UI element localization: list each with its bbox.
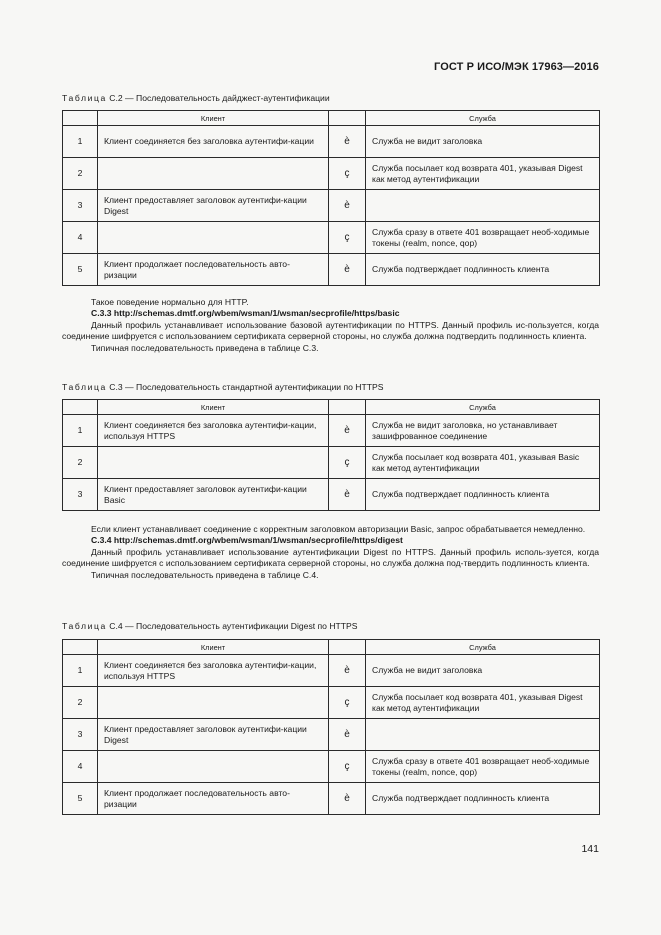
header-cell-arrow: [329, 400, 366, 415]
table-header-row: [63, 111, 600, 126]
client-cell: Клиент продолжает последовательность авто-ризации: [98, 783, 329, 815]
row-number: 5: [63, 254, 98, 286]
table-c4-caption-prefix: Таблица: [62, 621, 107, 631]
service-cell: Служба подтверждает подлинность клиента: [366, 254, 600, 286]
client-cell: Клиент продолжает последовательность авто-ризации: [98, 254, 329, 286]
table-row: [63, 158, 600, 190]
table-row: [63, 415, 600, 447]
header-cell-arrow: [329, 640, 366, 655]
row-number: 2: [63, 158, 98, 190]
table-row: [63, 655, 600, 687]
body-text: Если клиент устанавливает соединение с корректным заголовком авторизации Basic, запрос обрабатывается немедленно.: [91, 524, 586, 534]
arrow-right-icon: è: [329, 655, 366, 687]
row-number: 3: [63, 190, 98, 222]
arrow-right-icon: è: [329, 254, 366, 286]
table-row: [63, 783, 600, 815]
table-c2-caption: [62, 93, 330, 103]
service-cell: Служба подтверждает подлинность клиента: [366, 479, 600, 511]
header-cell-arrow: [329, 111, 366, 126]
arrow-right-icon: è: [329, 415, 366, 447]
table-header-row: [63, 400, 600, 415]
header-cell-client: Клиент: [98, 111, 329, 126]
service-cell: Служба не видит заголовка, но устанавливает зашифрованное соединение: [366, 415, 600, 447]
header-cell-number: [63, 111, 98, 126]
service-cell: [366, 719, 600, 751]
row-number: 4: [63, 751, 98, 783]
table-row: [63, 687, 600, 719]
body-text: Типичная последовательность приведена в таблице С.4.: [91, 569, 319, 580]
arrow-left-icon: ç: [329, 158, 366, 190]
service-cell: Служба сразу в ответе 401 возвращает необ-ходимые токены (realm, nonce, qop): [366, 222, 600, 254]
arrow-right-icon: è: [329, 190, 366, 222]
row-number: 2: [63, 687, 98, 719]
section-heading-c33: С.3.3 http://schemas.dmtf.org/wbem/wsman/1/wsman/secprofile/https/basic: [91, 308, 400, 319]
client-cell: [98, 222, 329, 254]
arrow-left-icon: ç: [329, 687, 366, 719]
row-number: 3: [63, 479, 98, 511]
body-text: Такое поведение нормально для HTTP.: [91, 297, 249, 307]
table-c4-caption: [62, 621, 358, 631]
row-number: 1: [63, 126, 98, 158]
table-row: [63, 751, 600, 783]
arrow-right-icon: è: [329, 126, 366, 158]
client-cell: [98, 158, 329, 190]
row-number: 3: [63, 719, 98, 751]
arrow-left-icon: ç: [329, 222, 366, 254]
table-row: [63, 719, 600, 751]
row-number: 4: [63, 222, 98, 254]
table-row: [63, 126, 600, 158]
row-number: 1: [63, 415, 98, 447]
table-row: [63, 222, 600, 254]
arrow-right-icon: è: [329, 783, 366, 815]
table-row: [63, 254, 600, 286]
table-c3-caption-text: С.3 — Последовательность стандартной аутентификации по HTTPS: [106, 382, 384, 392]
section-heading-c34: С.3.4 http://schemas.dmtf.org/wbem/wsman/1/wsman/secprofile/https/digest: [91, 535, 403, 546]
client-cell: [98, 751, 329, 783]
paragraph-block-1: [62, 297, 599, 354]
service-cell: Служба посылает код возврата 401, указывая Digest как метод аутентификации: [366, 158, 600, 190]
body-text: Данный профиль устанавливает использование базовой аутентификации по HTTPS. Данный профиль ис-пользуется, когда соединение шифруется с использованием сертификата серверной стороны, но служба должна подтвердить подлинность клиента.: [62, 319, 599, 342]
table-c3-caption-prefix: Таблица: [62, 382, 107, 392]
arrow-left-icon: ç: [329, 751, 366, 783]
client-cell: Клиент соединяется без заголовка аутентифи-кации, используя HTTPS: [98, 655, 329, 687]
client-cell: Клиент соединяется без заголовка аутентифи-кации: [98, 126, 329, 158]
client-cell: Клиент предоставляет заголовок аутентифи-кации Digest: [98, 190, 329, 222]
body-text: Типичная последовательность приведена в таблице С.3.: [91, 342, 319, 353]
table-row: [63, 190, 600, 222]
table-header-row: [63, 640, 600, 655]
header-cell-number: [63, 640, 98, 655]
arrow-right-icon: è: [329, 719, 366, 751]
arrow-left-icon: ç: [329, 447, 366, 479]
page-number: 141: [581, 843, 599, 855]
service-cell: Служба посылает код возврата 401, указывая Digest как метод аутентификации: [366, 687, 600, 719]
table-c4: [62, 639, 600, 815]
table-c2-caption-prefix: Таблица: [62, 93, 107, 103]
table-c2: [62, 110, 600, 286]
body-text: Данный профиль устанавливает использование аутентификации Digest по HTTPS. Данный профиль исполь-зуется, когда соединение шифруется с использованием сертификата серверной стороны, но служба должна под-твердить подлинность клиента.: [62, 546, 599, 569]
table-c3: [62, 399, 600, 511]
service-cell: Служба не видит заголовка: [366, 126, 600, 158]
arrow-right-icon: è: [329, 479, 366, 511]
row-number: 2: [63, 447, 98, 479]
paragraph-block-2: [62, 524, 599, 581]
client-cell: Клиент предоставляет заголовок аутентифи-кации Basic: [98, 479, 329, 511]
header-cell-service: Служба: [366, 111, 600, 126]
service-cell: Служба подтверждает подлинность клиента: [366, 783, 600, 815]
client-cell: [98, 687, 329, 719]
table-c2-caption-text: С.2 — Последовательность дайджест-аутентификации: [106, 93, 330, 103]
table-c4-caption-text: С.4 — Последовательность аутентификации Digest по HTTPS: [106, 621, 358, 631]
header-cell-client: Клиент: [98, 400, 329, 415]
header-cell-client: Клиент: [98, 640, 329, 655]
header-cell-service: Служба: [366, 400, 600, 415]
service-cell: [366, 190, 600, 222]
row-number: 1: [63, 655, 98, 687]
table-row: [63, 447, 600, 479]
service-cell: Служба сразу в ответе 401 возвращает необ-ходимые токены (realm, nonce, qop): [366, 751, 600, 783]
client-cell: Клиент соединяется без заголовка аутентифи-кации, используя HTTPS: [98, 415, 329, 447]
document-header: ГОСТ Р ИСО/МЭК 17963—2016: [434, 61, 599, 73]
service-cell: Служба посылает код возврата 401, указывая Basic как метод аутентификации: [366, 447, 600, 479]
table-row: [63, 479, 600, 511]
client-cell: Клиент предоставляет заголовок аутентифи-кации Digest: [98, 719, 329, 751]
client-cell: [98, 447, 329, 479]
table-c3-caption: [62, 382, 383, 392]
row-number: 5: [63, 783, 98, 815]
service-cell: Служба не видит заголовка: [366, 655, 600, 687]
header-cell-service: Служба: [366, 640, 600, 655]
header-cell-number: [63, 400, 98, 415]
